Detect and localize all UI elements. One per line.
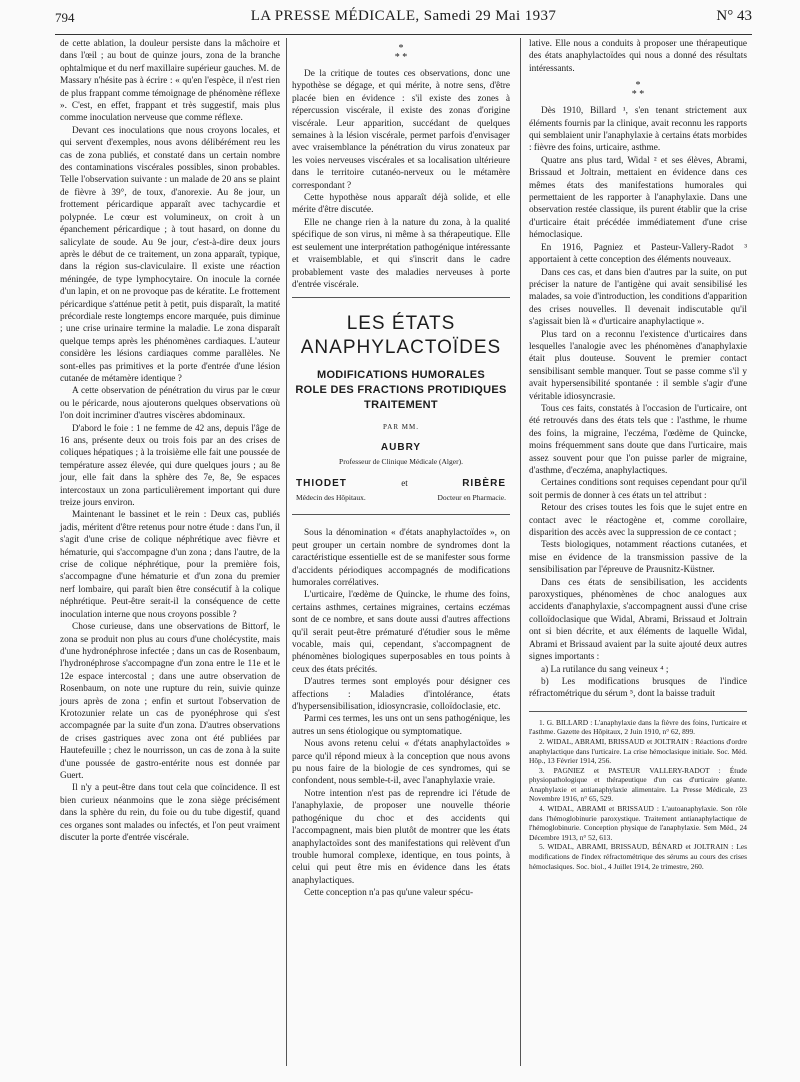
subtitle-line: ROLE DES FRACTIONS PROTIDIQUES — [295, 384, 507, 397]
paragraph: Chose curieuse, dans une observations de Bittorf, le zona se produit non plus au cours d'une cholécystite, mais d'une hydronéphrose infectée ; dans un cas de Rosenbaum, l'hydronéphrose s'accompagne d'un zona entre le 11e et le 12e espace intercostal ; dans une autre observation de Rosenbaum, on note une rupture du rein, suivie quinze jours après de zona ; enfin et surtout l'observation de Krotozunier relate un cas de pyonéphrose qui s'est accompagnée par la suite d'un zona. D'autres observations de crises gastriques avec zona ont été publiées par Hautefeuille ; chez le nourrisson, un cas de zona à la suite d'une poussée de gastro-entérite nous est donnée par Guert. — [60, 622, 280, 781]
paragraph: a) La rutilance du sang veineux ⁴ ; — [541, 664, 669, 675]
affiliation-row — [292, 492, 510, 504]
paragraph: Plus tard on a reconnu l'existence d'urticaires dans lesquelles l'analogie avec les phénomènes d'anaphylaxie était plus douteuse. Souvent le premier contact sensibilisant semble manquer. Tout se passe comme s'il y avait hypersensibilité spontanée : il semble s'agir d'une véritable idiosyncrasie. — [529, 329, 747, 402]
article-heading — [292, 297, 510, 515]
author-affiliation: Médecin des Hôpitaux. — [296, 492, 366, 502]
page-header — [55, 8, 752, 30]
paragraph: A cette observation de pénétration du virus par le cœur ou le péricarde, nous ajouterons quelques observations où l'on doit incriminer d'autres viscères abdominaux. — [60, 386, 280, 422]
footnote: 1. G. BILLARD : L'anaphylaxie dans la fièvre des foins, l'urticaire et l'asthme. Gazette des Hôpitaux, 2 Juin 1910, n° 62, 899. — [529, 717, 747, 737]
paragraph: L'urticaire, l'œdème de Quincke, le rhume des foins, certains asthmes, certaines migraines, certains eczémas sont de ce nombre, et sans doute aussi d'autres affections qu'il serait peut-être prématuré d'étudier sous le même vocable, mais qui, cependant, s'accompagnent de phénomènes biologiques superposables en tous points à ceux des états précités. — [292, 590, 510, 675]
paragraph: D'abord le foie : 1 ne femme de 42 ans, depuis l'âge de 16 ans, présente deux ou trois fois par an des crises de coliques hépatiques ; à la troisième elle fait une poussée de température assez élevée, qui dure quelques jours ; au 8e jour, elle fait dans la sphère des 7e, 8e, 9e espaces intercostaux un zona particulièrement important qui dure treize jours environ. — [60, 423, 280, 509]
footnote: 4. WIDAL, ABRAMI et BRISSAUD : L'autoanaphylaxie. Son rôle dans l'hémoglobinurie paroxystique. Traitement antianaphylactique de l'hémoglobinurie. Conception physique de l'anaphylaxie. Sem Méd., 24 Décembre 1913, n° 52, 613. — [529, 804, 747, 842]
header-rule — [55, 34, 752, 35]
paragraph: Dès 1910, Billard ¹, s'en tenant strictement aux éléments fournis par la clinique, avait reconnu les rapports qui semblaient unir l'anaphylaxie à certains états morbides : fièvre des foins, urticaire, asthme. — [529, 106, 747, 154]
paragraph: Sous la dénomination « d'états anaphylactoïdes », on peut grouper un certain nombre de syndromes dont la caractéristique essentielle est de se manifester sous forme d'accidents périodiques accompagnés de modifications humorales corrélatives. — [292, 528, 510, 588]
paragraph: Devant ces inoculations que nous croyons locales, et qui servent d'exemples, nous avons délibérément reu les cas de zona publiés, et constaté dans un certain nombre des contaminations viscérales possibles, sinon probables. Telle l'observation suivante : un malade de 20 ans se plaint de fièvre à 39°, de toux, d'anorexie. Au 8e jour, un frottement péricardique apparaît avec tachycardie et polypnée. Le cœur est volumineux, on croit à un épanchement péricardique ; à tout hasard, on donne du salicylate de soude. Au 9e jour, c'est-à-dire deux jours après le début de ce traitement, un zona apparaît, typique, dans la région sus-claviculaire. Il existe une réaction méningée, de type lymphocytaire. On inocule la cornée d'un lapin, et on ne provoque pas de kératite. Le frottement péricardique s'atténue petit à petit, puis disparaît, la matité précordiale reste longtemps encore marquée, puis diminue ; une crise urinaire termine la maladie. Le zona disparaît quelque temps après les phénomènes cardiaques. L'auteur considère les lésions cardiaques comme parallèles. Ne sont-elles pas primitives et la porte d'entrée d'une lésion cutanée de métamère identique ? — [60, 125, 280, 384]
article-subtitle — [292, 368, 510, 413]
paragraph: Elle ne change rien à la nature du zona, à la qualité spécifique de son virus, ni même à sa thérapeutique. Elle est seulement une interprétation pathogénique intéressante et vraisemblable, et qui s'inscrit dans le cadre probablement vaste des maladies nerveuses à porte d'entrée viscérale. — [292, 217, 510, 290]
paragraph: Quatre ans plus tard, Widal ² et ses élèves, Abrami, Brissaud et Joltrain, mettaient en évidence dans ces mêmes états des manifestations humorales qui permettaient de les rapporter à l'anaphylaxie. Dans une observation restée classique, ils purent établir que la crise d'urticaire était précédée immédiatement d'une crise hémoclasique. — [529, 155, 747, 241]
column-left — [60, 38, 280, 844]
page-number: 794 — [55, 10, 75, 25]
column-right — [529, 38, 747, 871]
author-affiliation: Professeur de Clinique Médicale (Alger). — [339, 457, 463, 467]
paragraph: D'autres termes sont employés pour désigner ces affections : Maladies d'intolérance, états d'hypersensibilisation, idiosyncrasie, colloïdoclasie, etc. — [292, 677, 510, 713]
section-break-stars: * * * — [631, 80, 645, 101]
issue-number: N° 43 — [716, 8, 752, 24]
article-title: ANAPHYLACTOÏDES — [300, 337, 502, 359]
paragraph: Tous ces faits, constatés à l'occasion de l'urticaire, ont été retrouvés dans des états tels que : l'asthme, le rhume des foins, la migraine, l'eczéma, l'œdème de Quincke, moins fréquemment sans doute que dans l'urticaire, mais assez souvent pour que l'on puisse parler de migraine, d'asthme, d'eczéma, anaphylactiques. — [529, 403, 747, 476]
author-name: AUBRY — [380, 441, 422, 453]
paragraph: Parmi ces termes, les uns ont un sens pathogénique, les autres un sens étiologique ou symptomatique. — [292, 714, 510, 737]
paragraph: Tests biologiques, notamment réactions cutanées, et mise en évidence de la transmission passive de la sensibilisation par l'épreuve de Prausnitz-Küstner. — [529, 540, 747, 576]
footnote: 3. PAGNIEZ et PASTEUR VALLERY-RADOT : Étude physiopathologique et thérapeutique d'un cas d'urticaire géante. Anaphylaxie et antianaphylaxie alimentaire. La Presse Médicale, 23 Novembre 1916, n° 65, 529. — [529, 765, 747, 804]
column-middle — [292, 38, 510, 900]
paragraph: Cette hypothèse nous apparaît déjà solide, et elle mérite d'être discutée. — [292, 193, 510, 216]
paragraph: En 1916, Pagniez et Pasteur-Vallery-Radot ³ apportaient à cette conception des éléments nouveaux. — [529, 242, 747, 266]
paragraph: lative. Elle nous a conduits à proposer une thérapeutique des états anaphylactoïdes qui nous a donné des résultats intéressants. — [529, 39, 747, 74]
paragraph: Nous avons retenu celui « d'états anaphylactoïdes » parce qu'il répond mieux à la conception que nous avons pu nous faire de la biologie de ces syndromes, qui se confondent, nous semble-t-il, avec l'anaphylaxie vraie. — [292, 739, 510, 787]
article-title: LES ÉTATS — [346, 313, 456, 335]
subtitle-line: TRAITEMENT — [364, 399, 438, 412]
paragraph: Notre intention n'est pas de reprendre ici l'étude de l'anaphylaxie, de proposer une nouvelle théorie pathogénique du choc et des accidents qui l'accompagnent, mais bien plutôt de montrer que les états anaphylactoïdes sont des manifestations qui relèvent d'un trouble humoral complexe, identique, en tous points, à celui qui peut être mis en évidence dans les états anaphylactiques. — [292, 788, 510, 886]
paragraph: Retour des crises toutes les fois que le sujet entre en contact avec le réactogène et, comme corollaire, disparition des accès avec la suppression de ce contact ; — [529, 503, 747, 539]
footnote: 2. WIDAL, ABRAMI, BRISSAUD et JOLTRAIN : Réactions d'ordre anaphylactique dans l'urticaire. La crise hémoclasique initiale. Soc. Méd. Hôp., 13 Février 1914, 256. — [529, 736, 747, 766]
author-name: RIBÈRE — [462, 477, 506, 489]
paragraph: Il n'y a peut-être dans tout cela que coïncidence. Il est bien curieux néanmoins que le zona siège précisément dans la sphère du rein, du foie ou du tube digestif, quand ces organes sont malades ou infectés, et l'on peut vraiment discuter la porte d'entrée viscérale. — [60, 783, 280, 843]
column-divider — [286, 38, 287, 1066]
subtitle-line: MODIFICATIONS HUMORALES — [316, 369, 486, 382]
paragraph: b) Les modifications brusques de l'indice réfractométrique du sérum ⁵, dont la baisse traduit — [529, 676, 747, 700]
paragraph: Dans ces cas, et dans bien d'autres par la suite, on put préciser la nature de l'antigène qui avait sensibilisé les malades, sa voie d'introduction, les conditions d'apparition des crises nouvelles. Il devenait indiscutable qu'il s'agissait bien là « d'urticaire anaphylactique ». — [529, 267, 747, 328]
journal-title: LA PRESSE MÉDICALE, Samedi 29 Mai 1937 — [250, 8, 557, 24]
author-row — [292, 477, 510, 490]
paragraph: Certaines conditions sont requises cependant pour qu'il soit permis de donner à ces états un tel attribut : — [529, 478, 747, 501]
author-affiliation: Docteur en Pharmacie. — [437, 492, 506, 502]
paragraph: De la critique de toutes ces observations, donc une hypothèse se dégage, et qui mérite, à notre sens, d'être placée bien en évidence : s'il existe des zones à répercussion viscérale, il existe des zonas d'origine viscérale. Leur apparition, succédant de quelques semaines à la lésion viscérale, permet parfois d'envisager avec vraisemblance la pénétration du virus zonateux par les voies nerveuses viscérales et sa localisation ultérieure dans le territoire cutanéo-nerveux ou le métamère correspondant ? — [292, 69, 510, 191]
section-break-stars: * * * — [394, 43, 408, 63]
footnote: 5. WIDAL, ABRAMI, BRISSAUD, BÉNARD et JOLTRAIN : Les modifications de l'index réfractométrique des sérums au cours des crises hémoclasiques. Soc. biol., 4 Juillet 1914, 2e trimestre, 260. — [529, 842, 747, 871]
author-name: THIODET — [296, 477, 347, 489]
paragraph: Maintenant le bassinet et le rein : Deux cas, publiés jadis, méritent d'être retenus pour notre étude : dans l'un, il s'agit d'une crise de colique néphrétique avec fièvre et hématurie, qui s'accompagne d'un zona ; dans l'autre, de la crise de colique néphrétique, pour la première fois, s'accompagne d'une hématurie et d'un zona du premier nerf lombaire, qui paraît bien être consécutif à la colique néphrétique. Peut-être serait-il la conséquence de cette inoculation interne que nous croyons possible ? — [60, 510, 280, 620]
column-divider — [520, 38, 521, 1066]
paragraph: de cette ablation, la douleur persiste dans la mâchoire et dans l'œil ; au bout de quinze jours, zona de la branche ophtalmique et du nerf maxillaire supérieur gauches. M. de Massary n'hésite pas à écrire : « qu'en l'espèce, il n'est rien de plus frappant comme témoignage de phénomène réflexe ». C'est, en effet, frappant et très suggestif, mais plus comme inoculation nerveuse que comme réflexe. — [60, 39, 280, 124]
paragraph: Dans ces états de sensibilisation, les accidents paroxystiques, phénomènes de choc analogues aux accidents d'anaphylaxie, s'accompagnent aussi d'une crise colloïdoclasique que Widal, Abrami, Brissaud et Joltrain ont si bien décrite, et aux éléments de laquelle Widal, Abrami et Brissaud avaient par la suite ajouté deux autres signes importants : — [529, 577, 747, 663]
author-conjunction: et — [401, 477, 408, 488]
byline-par: PAR MM. — [383, 423, 419, 432]
footnotes — [529, 711, 747, 872]
paragraph: Cette conception n'a pas qu'une valeur spécu- — [304, 888, 474, 899]
